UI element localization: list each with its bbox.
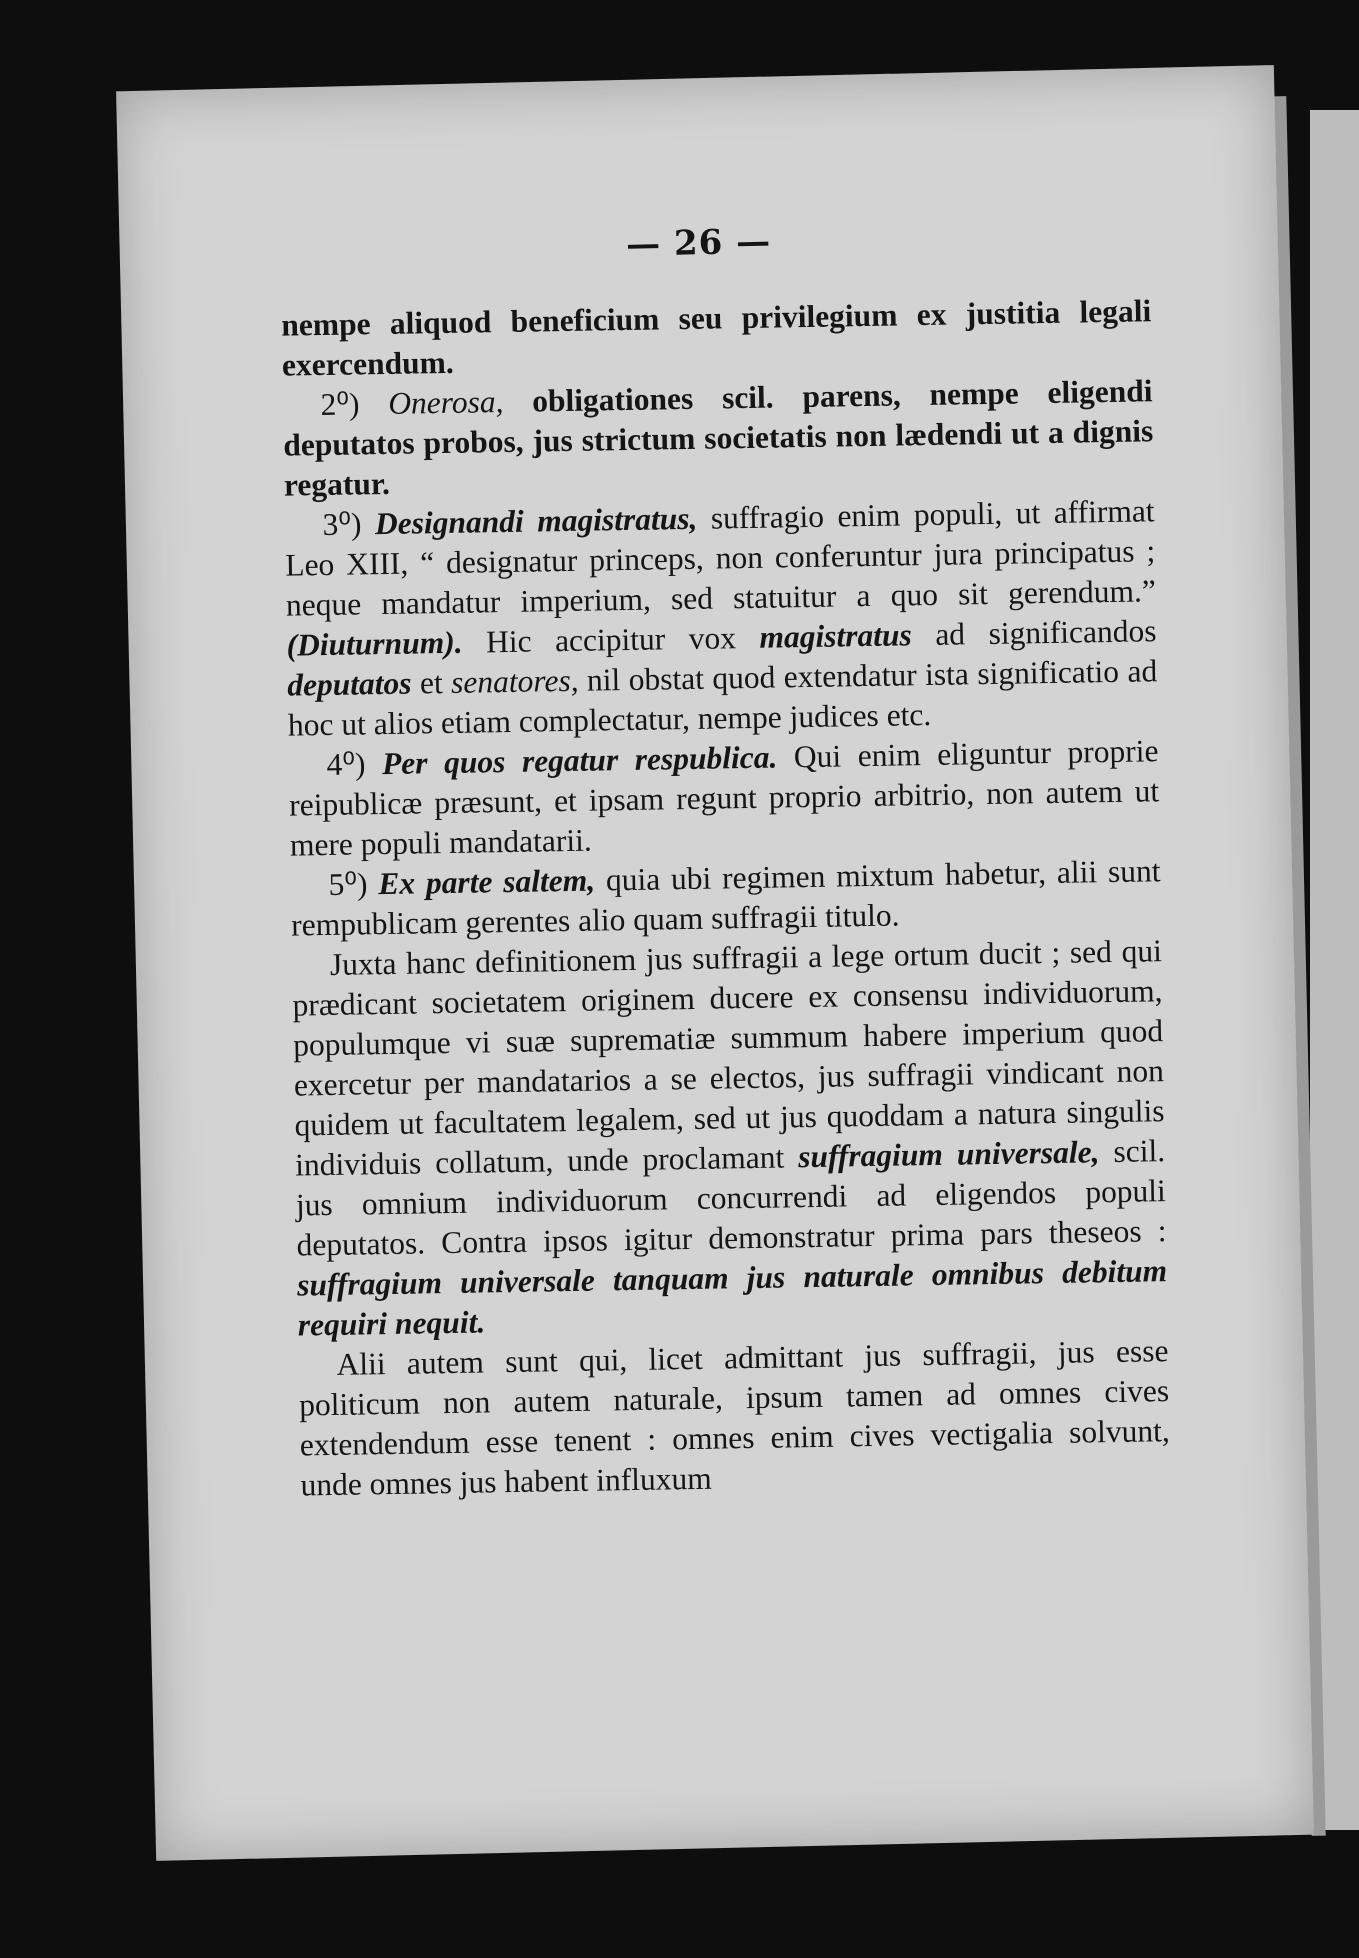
item-heading: Per quos regatur respublica.	[381, 739, 778, 782]
item-heading: Onerosa,	[387, 384, 504, 421]
citation: (Diuturnum).	[286, 624, 463, 663]
paragraph-item-3	[284, 491, 1158, 745]
paragraph-continuation	[281, 291, 1152, 385]
item-number: 4⁰)	[326, 746, 383, 782]
paragraph-item-4	[288, 731, 1160, 865]
item-text: obligationes scil. parens, nempe eligendi deputatos probos, jus strictum societatis non lædendi ut a dignis regatur.	[282, 373, 1154, 503]
paragraph-juxta	[292, 931, 1169, 1345]
item-text: suffragio enim populi, ut affirmat Leo XIII, “ designatur princeps, non conferuntur jura principatus ; neque mandatur imperium, sed statuitur a quo sit gerendum.”	[284, 493, 1157, 623]
paragraph-text: scil. jus omnium individuorum concurrendi ad eligendos populi deputatos. Contra ipsos igitur demonstratur prima pars theseos :	[295, 1133, 1167, 1263]
italic-term: suffragium universale,	[797, 1134, 1100, 1175]
item-text: Hic accipitur vox	[462, 619, 760, 660]
book-page	[116, 65, 1314, 1861]
page-number: — 26 —	[625, 221, 772, 265]
paragraph-text: Alii autem sunt qui, licet admittant jus suffragii, jus esse politicum non autem naturale, ipsum tamen ad omnes cives extendendum esse tenent : omnes enim cives vectigalia solvunt, unde omnes jus habent influxum	[298, 1333, 1171, 1503]
item-heading: Ex parte saltem,	[377, 862, 596, 902]
item-text: quia ubi regimen mixtum habetur, alii sunt rempublicam gerentes alio quam suffragii titulo.	[290, 853, 1161, 943]
item-text: Qui enim eliguntur proprie reipublicæ præsunt, et ipsam regunt proprio arbitrio, non autem ut mere populi mandatarii.	[288, 733, 1160, 863]
paragraph-item-2	[282, 371, 1154, 505]
paragraph-alii	[298, 1331, 1171, 1505]
paragraph-text: Juxta hanc definitionem jus suffragii a lege ortum ducit ; sed qui prædicant societatem originem ducere ex consensu individuorum, populumque vi suæ suprematiæ summum habere imperium quod exercetur per mandatarios a se electos, jus suffragii vindicant non quidem ut facultatem legalem, sed ut jus quoddam a natura singulis individuis collatum, unde proclamant	[292, 933, 1165, 1183]
item-text: et	[411, 664, 452, 701]
italic-term: magistratus	[759, 617, 913, 655]
item-text: nil obstat quod extendatur ista significatio ad hoc ut alios etiam complectatur, nempe judices etc.	[287, 653, 1158, 743]
item-number: 2⁰)	[320, 385, 389, 423]
body-text	[281, 291, 1171, 1505]
paragraph-text: nempe aliquod beneficium seu privilegium ex justitia legali exercendum.	[281, 293, 1152, 383]
item-text: ad significandos	[911, 613, 1157, 653]
thesis-statement: suffragium universale tanquam jus naturale omnibus debitum requiri nequit.	[296, 1253, 1168, 1343]
paragraph-item-5	[290, 851, 1161, 945]
item-number: 3⁰)	[322, 506, 376, 543]
item-heading: Designandi magistratus,	[374, 500, 698, 542]
italic-term: deputatos	[286, 665, 412, 703]
item-number: 5⁰)	[328, 866, 379, 902]
italic-term: senatores,	[450, 662, 579, 700]
